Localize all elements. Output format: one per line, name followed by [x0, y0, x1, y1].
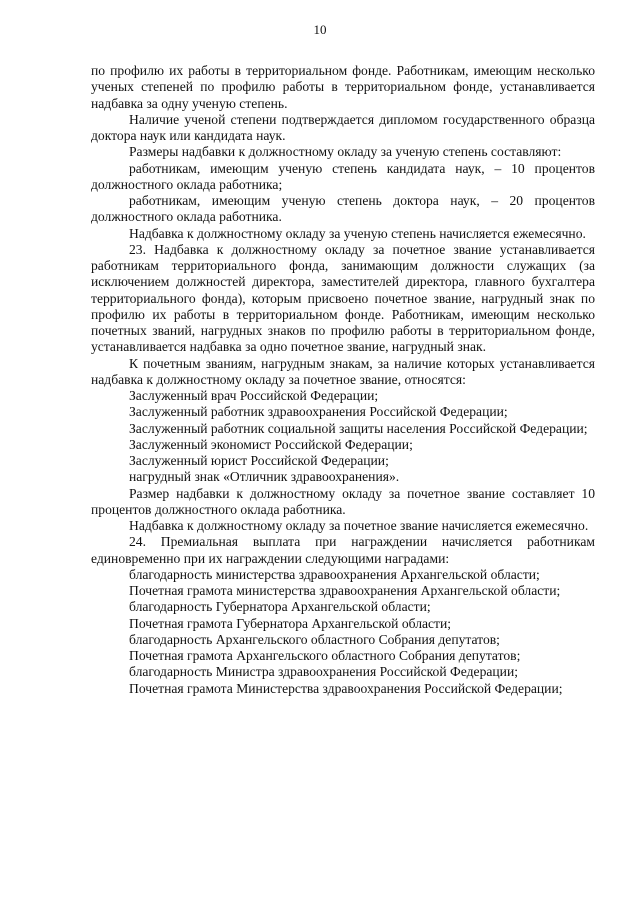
list-item-title: нагрудный знак «Отличник здравоохранения».	[129, 469, 400, 485]
list-item-award: Почетная грамота министерства здравоохранения Архангельской области;	[129, 583, 561, 598]
list-item-award: благодарность Губернатора Архангельской области;	[129, 599, 431, 615]
list-item-award: Почетная грамота Губернатора Архангельской области;	[129, 615, 452, 631]
paragraph-doctor-rate: работникам, имеющим ученую степень доктора наук, – 20 процентов должностного оклада работника.	[91, 193, 595, 225]
list-item-award: благодарность Министра здравоохранения Российской Федерации;	[129, 664, 519, 680]
list-item-award: Почетная грамота Архангельского областного Собрания депутатов;	[129, 648, 521, 663]
paragraph-item-23: 23. Надбавка к должностному окладу за почетное звание устанавливается работникам территориального фонда, занимающим должности служащих (за исключением должностей директора, заместителей директора, главного бухгалтера территориального фонда), которым присвоено почетное звание, нагрудный знак по профилю их работы в территориальном фонде. Работникам, имеющим несколько почетных званий, нагрудных знаков по профилю работы в территориальном фонде, устанавливается надбавка за одно почетное звание, нагрудный знак.	[91, 241, 595, 355]
paragraph-degree-rates-intro: Размеры надбавки к должностному окладу за ученую степень составляют:	[129, 144, 562, 160]
paragraph-continuation: по профилю их работы в территориальном фонде. Работникам, имеющим несколько ученых степеней по профилю работы в территориальном фонде, устанавливается надбавка за одну ученую степень.	[91, 63, 595, 111]
list-item-award: благодарность министерства здравоохранения Архангельской области;	[129, 566, 540, 582]
list-item-award: Почетная грамота Министерства здравоохранения Российской Федерации;	[129, 680, 563, 696]
list-item-title: Заслуженный работник здравоохранения Российской Федерации;	[129, 404, 508, 420]
paragraph-title-rate: Размер надбавки к должностному окладу за почетное звание составляет 10 процентов должностного оклада работника.	[91, 485, 595, 517]
paragraph-title-monthly: Надбавка к должностному окладу за почетное звание начисляется ежемесячно.	[129, 518, 589, 533]
list-item-title: Заслуженный юрист Российской Федерации;	[129, 453, 389, 468]
paragraph-titles-intro: К почетным званиям, нагрудным знакам, за наличие которых устанавливается надбавка к должностному окладу за почетное звание, относятся:	[91, 355, 595, 387]
list-item-award: благодарность Архангельского областного Собрания депутатов;	[129, 631, 500, 647]
paragraph-item-24: 24. Премиальная выплата при награждении начисляется работникам единовременно при их награждении следующими наградами:	[91, 534, 595, 566]
list-item-title: Заслуженный работник социальной защиты населения Российской Федерации;	[129, 420, 588, 436]
document-body	[91, 63, 595, 697]
page-number: 10	[313, 22, 327, 37]
list-item-title: Заслуженный врач Российской Федерации;	[129, 388, 379, 403]
list-item-title: Заслуженный экономист Российской Федерации;	[129, 436, 413, 452]
paragraph-candidate-rate: работникам, имеющим ученую степень кандидата наук, – 10 процентов должностного оклада работника;	[91, 160, 595, 192]
paragraph-degree-monthly: Надбавка к должностному окладу за ученую степень начисляется ежемесячно.	[129, 225, 586, 241]
paragraph-degree-confirmation: Наличие ученой степени подтверждается дипломом государственного образца доктора наук или кандидата наук.	[91, 111, 595, 143]
